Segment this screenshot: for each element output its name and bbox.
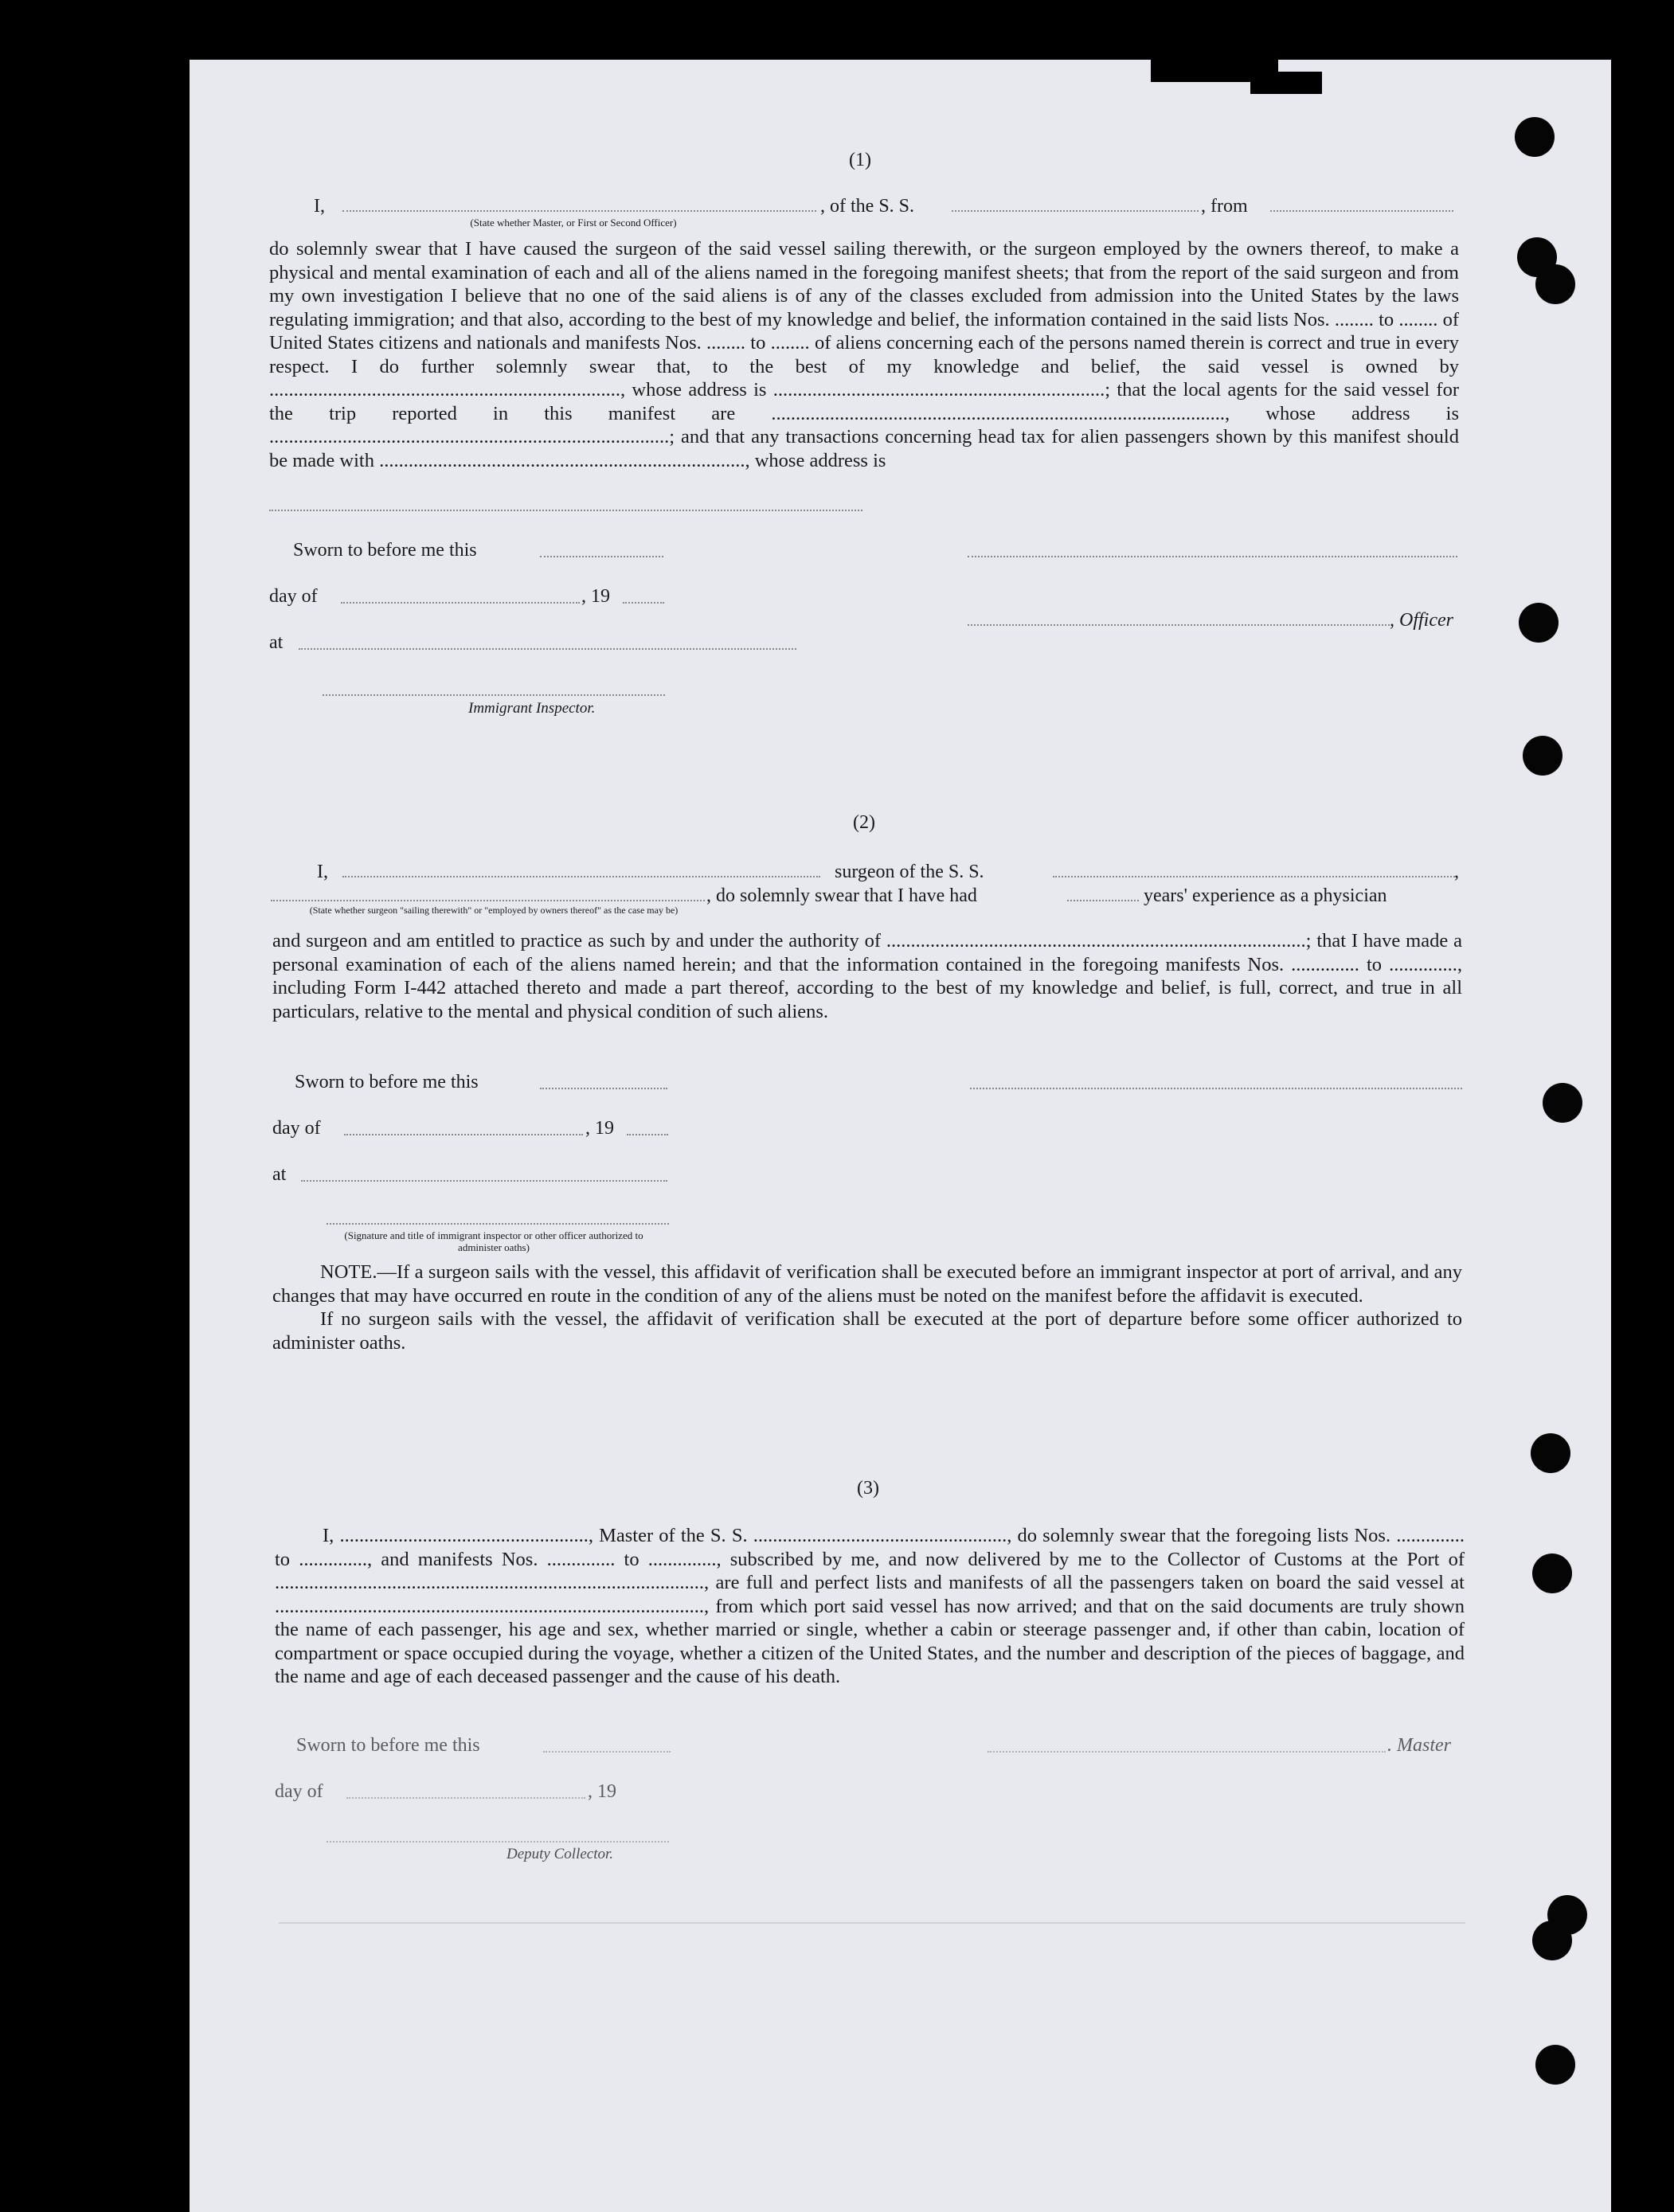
name-blank [342,210,816,212]
sworn-label-2: Sworn to before me this [295,1072,479,1092]
month-blank-1 [341,602,580,604]
year-label-2: , 19 [585,1118,614,1139]
sworn-date-blank-3 [543,1751,671,1753]
punch-hole [1515,117,1555,157]
year-blank-1 [623,602,664,604]
day-of-label-3: day of [275,1781,323,1802]
master-signature-blank [988,1751,1386,1753]
solemnly-swear-label: , do solemnly swear that I have had [706,885,977,906]
year-blank-2 [627,1134,668,1135]
verification-note: NOTE.—If a surgeon sails with the vessel, this affidavit of verification shall be executed before an immigrant inspector at port of arrival, and any changes that may have occurred en route in the condition of any of the aliens must be noted on the manifest before the affidavit is executed. If no surgeon sails with the vessel, the affidavit of verification shall be executed at the port of departure before some officer authorized to administer oaths. [272,1261,1462,1354]
section-3-number: (3) [857,1478,879,1499]
bottom-rule [279,1922,1465,1924]
month-blank-2 [344,1134,583,1135]
ship-name-blank [952,210,1199,212]
day-of-label-2: day of [272,1118,321,1139]
surgeon-name-blank [342,876,820,877]
sworn-date-blank-2 [540,1088,667,1089]
signature-note: (Signature and title of immigrant inspector or other officer authorized to administer oaths) [344,1229,643,1253]
place-blank-1 [299,648,796,650]
punch-hole [1543,1083,1582,1123]
years-label: years' experience as a physician [1144,885,1387,906]
inspector-signature-blank [323,694,665,696]
signature-title-blank [327,1223,669,1225]
punch-hole [1523,736,1563,776]
inspector-label: Immigrant Inspector. [468,700,596,717]
section-2-oath-text: and surgeon and am entitled to practice as such by and under the authority of ......................................................................................; that I have made a personal examination of each of the aliens named herein; and that the information contained in the foregoing manifests Nos. .............. to .............., including Form I-442 attached thereto and made a part thereof, according to the best of my knowledge and belief, is full, correct, and true in all particulars, relative to the mental and physical condition of such aliens. [272,930,1462,1022]
sworn-label-1: Sworn to before me this [293,540,477,561]
punch-hole [1519,603,1559,643]
of-ss-label: , of the S. S. [820,196,915,217]
surgeon-of-label: surgeon of the S. S. [835,862,984,882]
punch-hole [1532,1553,1572,1593]
sworn-date-blank-1 [540,556,663,557]
officer-label: , Officer [1390,610,1453,631]
month-blank-3 [346,1797,585,1799]
from-port-blank [1270,210,1453,212]
day-of-label-1: day of [269,586,318,607]
officer-signature-blank [968,624,1390,626]
master-label: . Master [1387,1735,1451,1756]
section-1-number: (1) [849,150,871,170]
section-1-i-label: I, [314,196,325,217]
deputy-collector-label: Deputy Collector. [507,1846,614,1862]
signature-blank-2 [970,1088,1462,1089]
address-blank [269,510,862,511]
punch-hole [1531,1433,1570,1473]
ship-name-blank-2 [1053,876,1455,877]
surgeon-type-blank [271,900,705,901]
section-2-number: (2) [853,812,875,833]
punch-hole [1532,1921,1572,1960]
section-1-oath-text: do solemnly swear that I have caused the surgeon of the said vessel sailing therewith, or the surgeon employed by the owners thereof, to make a physical and mental examination of each and all of the aliens named in the foregoing manifest sheets; that from the report of the said surgeon and from my own investigation I believe that no one of the said aliens is of any of the classes excluded from admission into the United States by the laws regulating immigration; and that also, according to the best of my knowledge and belief, the information contained in the said lists Nos. ........ to ........ of United States citizens and nationals and manifests Nos. ........ to ........ of aliens concerning each of the persons named therein is correct and true in every respect. I do further solemnly swear that, to the best of my knowledge and belief, the said vessel is owned by ........................................................................, whose address is ....................................................................; that the local agents for the said vessel for the trip reported in this manifest are ............................................................................................., whose address is ..................................................................................; and that any transactions concerning head tax for alien passengers shown by this manifest should be made with ..........................................................................., whose address is [269,238,1459,471]
section-3-oath-text: I, ..................................................., Master of the S. S. ...................................................., do solemnly swear that the foregoing lists Nos. .............. to .............., and manifests Nos. .............. to .............., subscribed by me, and now delivered by me to the Collector of Customs at the Port of ........................................................................................, are full and perfect lists and manifests of all the passengers taken on board the said vessel at ........................................................................................, from which port said vessel has now arrived; and that on the said documents are truly shown the name of each passenger, his age and sex, whether married or single, whether a cabin or steerage passenger and, if other than cabin, location of compartment or space occupied during the voyage, whether a citizen of the United States, and the number and description of the pieces of baggage, and the name and age of each deceased passenger and the cause of his death. [275,1525,1465,1687]
year-label-3: , 19 [588,1781,616,1802]
place-blank-2 [301,1180,667,1182]
from-label: , from [1201,196,1248,217]
deputy-signature-blank [327,1841,669,1843]
section-2-i-label: I, [317,862,328,882]
at-label-2: at [272,1164,287,1185]
sworn-label-3: Sworn to before me this [296,1735,480,1756]
punch-hole [1535,2045,1575,2085]
signature-blank-1 [968,556,1457,557]
officer-note: (State whether Master, or First or Second Officer) [470,217,677,229]
surgeon-note: (State whether surgeon "sailing therewith" or "employed by owners thereof" as the case may be) [309,905,679,916]
at-label-1: at [269,632,284,653]
page-edge-notch [1250,72,1322,94]
years-blank [1067,900,1139,901]
punch-hole [1535,264,1575,304]
year-label-1: , 19 [581,586,610,607]
